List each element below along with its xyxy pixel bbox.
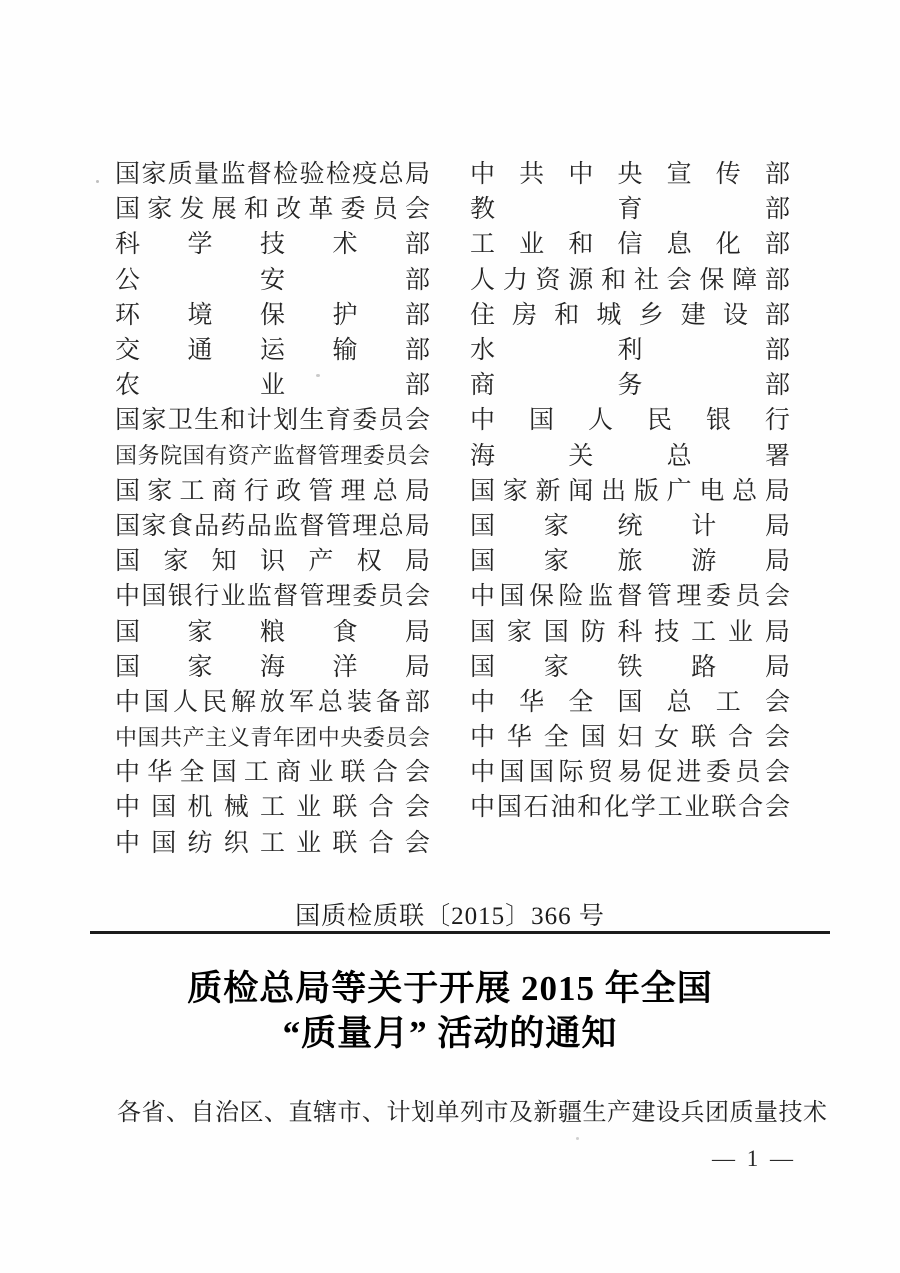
- agency-row: [115, 368, 790, 403]
- agency-row: [115, 403, 790, 438]
- agency-row: [115, 544, 790, 579]
- agency-name-left: 国 家 质 量 监 督 检 验 检 疫 总 局: [115, 161, 430, 189]
- agency-name-left: 中 国 银 行 业 监 督 管 理 委 员 会: [115, 583, 430, 611]
- agency-name-right: 国 家 统 计 局: [470, 512, 790, 540]
- agency-name-right: 国 家 旅 游 局: [470, 548, 790, 576]
- agency-name-right: 工 业 和 信 息 化 部: [470, 231, 790, 259]
- agency-name-left: 中 华 全 国 工 商 业 联 合 会: [115, 759, 430, 787]
- agency-name-left: 科 学 技 术 部: [115, 231, 430, 259]
- agency-name-left: 公 安 部: [115, 266, 430, 294]
- agency-name-right: 国 家 铁 路 局: [470, 653, 790, 681]
- agency-row: [115, 157, 790, 192]
- agency-row: [115, 579, 790, 614]
- agency-name-left: 环 境 保 护 部: [115, 301, 430, 329]
- page-title-line-1: 质检总局等关于开展 2015 年全国: [187, 969, 713, 1008]
- agency-list: [115, 157, 790, 861]
- agency-row: [115, 439, 790, 474]
- agency-name-right: 中 国 石 油 和 化 学 工 业 联 合 会: [470, 794, 790, 822]
- agency-name-right: 国 家 新 闻 出 版 广 电 总 局: [470, 477, 790, 505]
- agency-name-left: 中 国 人 民 解 放 军 总 装 备 部: [115, 688, 430, 716]
- agency-name-left: 中 国 机 械 工 业 联 合 会: [115, 794, 430, 822]
- page-number: — 1 —: [712, 1146, 796, 1171]
- agency-name-right: 中 国 人 民 银 行: [470, 407, 790, 435]
- agency-name-right: 水 利 部: [470, 337, 790, 365]
- agency-name-right: 住 房 和 城 乡 建 设 部: [470, 301, 790, 329]
- page-title: [0, 966, 900, 1056]
- agency-row: [115, 755, 790, 790]
- agency-row: [115, 192, 790, 227]
- agency-name-left: 中 国 共 产 主 义 青 年 团 中 央 委 员 会: [115, 724, 430, 750]
- agency-name-left: 国 家 工 商 行 政 管 理 总 局: [115, 477, 430, 505]
- agency-row: [115, 720, 790, 755]
- agency-row: [115, 227, 790, 262]
- agency-row: [115, 790, 790, 825]
- agency-name-right: 国 家 国 防 科 技 工 业 局: [470, 618, 790, 646]
- agency-name-right: 中 国 保 险 监 督 管 理 委 员 会: [470, 583, 790, 611]
- scan-speck: [316, 374, 320, 377]
- agency-name-right: 中 共 中 央 宣 传 部: [470, 161, 790, 189]
- agency-name-left: 国 家 发 展 和 改 革 委 员 会: [115, 196, 430, 224]
- salutation-line: 各省、自治区、直辖市、计划单列市及新疆生产建设兵团质量技术: [117, 1100, 828, 1126]
- agency-name-left: 国 务 院 国 有 资 产 监 督 管 理 委 员 会: [115, 443, 430, 469]
- agency-row: [115, 685, 790, 720]
- agency-row: [115, 263, 790, 298]
- agency-name-right: 中 华 全 国 妇 女 联 合 会: [470, 724, 790, 752]
- agency-row: [115, 650, 790, 685]
- agency-name-right: 人 力 资 源 和 社 会 保 障 部: [470, 266, 790, 294]
- agency-name-right: 中 国 国 际 贸 易 促 进 委 员 会: [470, 759, 790, 787]
- doc-number: 国质检质联〔2015〕366 号: [295, 903, 605, 930]
- agency-name-left: 国 家 知 识 产 权 局: [115, 548, 430, 576]
- agency-row: [115, 333, 790, 368]
- agency-name-left: 中 国 纺 织 工 业 联 合 会: [115, 829, 430, 857]
- agency-row: [115, 298, 790, 333]
- agency-row: [115, 826, 790, 861]
- agency-row: [115, 614, 790, 649]
- agency-name-right: 商 务 部: [470, 372, 790, 400]
- agency-name-left: 农 业 部: [115, 372, 430, 400]
- page-title-line-2: “质量月” 活动的通知: [282, 1014, 618, 1053]
- agency-name-left: 国 家 粮 食 局: [115, 618, 430, 646]
- agency-name-right: 中 华 全 国 总 工 会: [470, 688, 790, 716]
- agency-name-right: 海 关 总 署: [470, 442, 790, 470]
- scan-speck: [96, 180, 99, 183]
- agency-name-left: 国 家 卫 生 和 计 划 生 育 委 员 会: [115, 407, 430, 435]
- agency-name-left: 交 通 运 输 部: [115, 337, 430, 365]
- agency-name-left: 国 家 食 品 药 品 监 督 管 理 总 局: [115, 512, 430, 540]
- scan-speck: [576, 1137, 579, 1140]
- agency-row: [115, 509, 790, 544]
- agency-name-right: 教 育 部: [470, 196, 790, 224]
- separator-rule: [90, 931, 830, 934]
- agency-row: [115, 474, 790, 509]
- agency-name-left: 国 家 海 洋 局: [115, 653, 430, 681]
